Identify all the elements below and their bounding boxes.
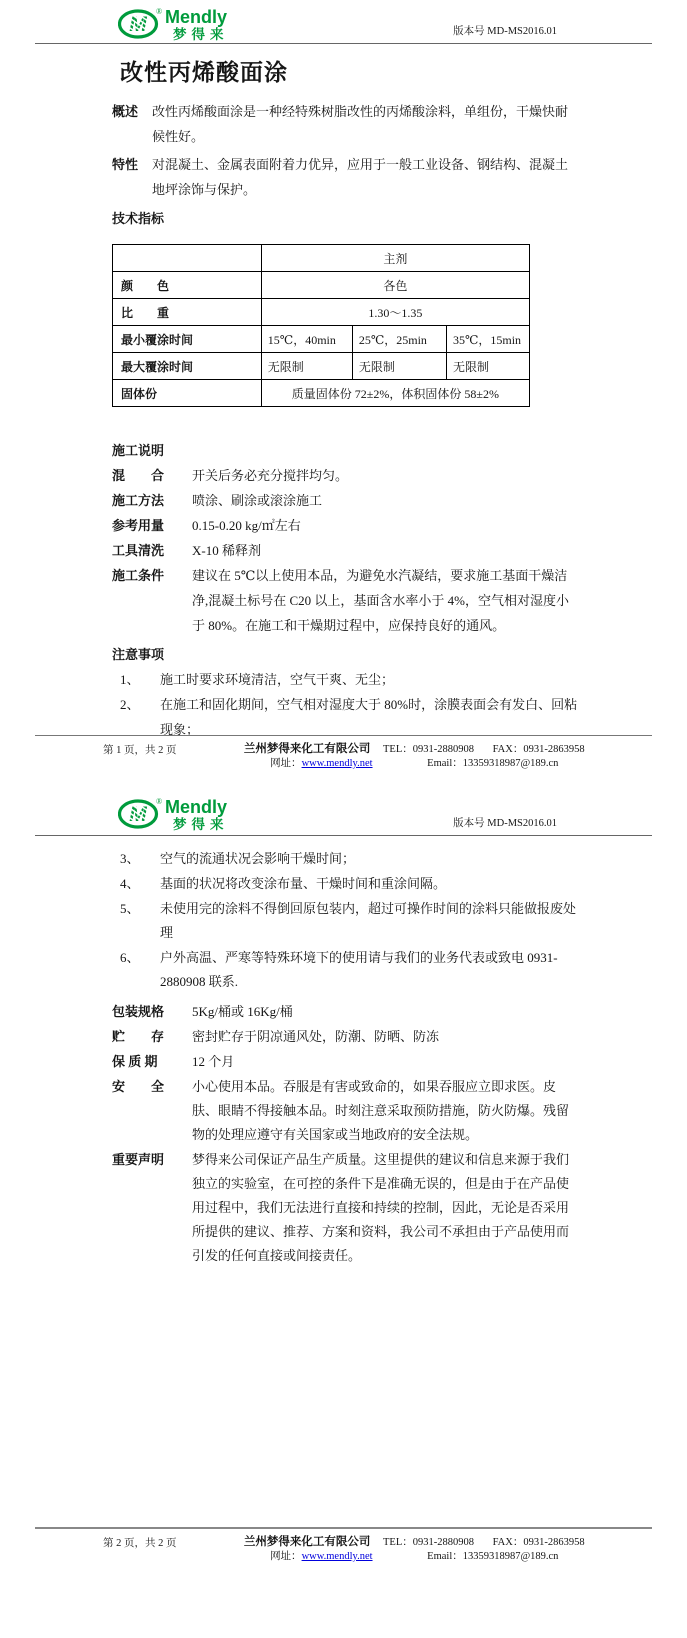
page1-footer: [35, 735, 652, 771]
table-row: [113, 272, 530, 299]
page2-header: [35, 780, 652, 836]
notes-heading: 注意事项: [112, 647, 165, 662]
solids-label-cell: 固体份: [113, 380, 262, 407]
mendly-logo-icon: [118, 794, 268, 832]
note-2-number: 2、: [120, 697, 140, 712]
footer-tel: TEL：0931-2880908: [383, 1537, 474, 1548]
page1-number: 第 1 页，共 2 页: [103, 745, 177, 756]
features-para: [112, 152, 579, 202]
footer-fax: FAX：0931-2863958: [492, 1537, 585, 1548]
company-name: 兰州梦得来化工有限公司: [243, 1536, 371, 1548]
footer-line-1: [177, 742, 653, 757]
shelf-life-label: 保 质 期: [112, 1054, 158, 1069]
packaging-label: 包装规格: [112, 1004, 165, 1019]
page-title: 改性丙烯酸面涂: [120, 59, 288, 85]
spec-item-disclaimer: [112, 1148, 579, 1268]
footer-line-2: [177, 757, 653, 771]
note-5-text: 未使用完的涂料不得倒回原包装内，超过可操作时间的涂料只能做报废处理: [160, 901, 577, 940]
overview-label: 概述: [112, 104, 139, 119]
max-recoat-label-cell: 最大覆涂时间: [113, 353, 262, 380]
brand-logo: [118, 4, 268, 47]
brand-name: Mendly: [165, 7, 228, 27]
packaging-text: 5Kg/桶或 16Kg/桶: [192, 1004, 293, 1019]
registered-mark: ®: [156, 797, 163, 806]
construction-item-conditions: [112, 563, 579, 638]
footer-line-2: [177, 1550, 653, 1564]
storage-text: 密封贮存于阴凉通风处，防潮、防晒、防冻: [192, 1029, 440, 1044]
note-6-number: 6、: [120, 950, 140, 965]
note-item-6: [112, 946, 579, 994]
website-link[interactable]: www.mendly.net: [301, 1551, 373, 1562]
brand-name: Mendly: [165, 797, 228, 817]
construction-item-cleaning: [112, 538, 579, 563]
note-item-3: [112, 847, 579, 871]
logo-m-glyph: M: [129, 13, 147, 36]
color-value-cell: 各色: [261, 272, 529, 299]
conditions-text: 建议在 5℃以上使用本品，为避免水汽凝结，要求施工基面干燥洁净,混凝土标号在 C20 以上，基面含水率小于 4%，空气相对湿度小于 80%。在施工和干燥期过程中，应保持良好的通风。: [192, 568, 570, 633]
shelf-life-text: 12 个月: [192, 1054, 235, 1069]
footer-tel: TEL：0931-2880908: [383, 744, 474, 755]
dosage-label: 参考用量: [112, 518, 165, 533]
footer-email: Email：13359318987@189.cn: [427, 1551, 559, 1562]
note-4-text: 基面的状况将改变涂布量、干燥时间和重涂间隔。: [160, 876, 447, 891]
website-label: 网址：: [270, 758, 302, 769]
construction-item-mixing: [112, 463, 579, 488]
brand-name-cn: 梦得来: [173, 27, 229, 42]
mendly-logo-icon: [118, 4, 268, 42]
table-main-header: 主剂: [261, 245, 529, 272]
tech-table: [112, 244, 530, 407]
method-text: 喷涂、刷涂或滚涂施工: [192, 493, 323, 508]
company-name: 兰州梦得来化工有限公司: [243, 743, 371, 755]
min-recoat-15: 15℃，40min: [261, 326, 352, 353]
footer-company-block: [177, 1535, 653, 1564]
brand-logo: [118, 794, 268, 837]
features-text: 对混凝土、金属表面附着力优异，应用于一般工业设备、钢结构、混凝土地坪涂饰与保护。: [152, 157, 569, 197]
table-row: [113, 380, 530, 407]
cleaning-text: X-10 稀释剂: [192, 543, 261, 558]
table-row: [113, 353, 530, 380]
mixing-text: 开关后务必充分搅拌均匀。: [192, 468, 349, 483]
page-2: [0, 780, 687, 1638]
note-4-number: 4、: [120, 876, 140, 891]
page2-footer: [35, 1527, 652, 1564]
spec-item-safety: [112, 1075, 579, 1147]
table-corner-cell: [113, 245, 262, 272]
note-2-text: 在施工和固化期间，空气相对湿度大于 80%时，涂膜表面会有发白、回粘现象；: [160, 697, 578, 737]
version-label: 版本号 MD-MS2016.01: [453, 818, 557, 829]
spec-item-storage: [112, 1025, 579, 1049]
spec-item-packaging: [112, 1000, 579, 1024]
storage-label: 贮 存: [112, 1029, 165, 1044]
table-row: [113, 326, 530, 353]
page2-content: [112, 847, 579, 1268]
solids-value-cell: 质量固体份 72±2%，体积固体份 58±2%: [261, 380, 529, 407]
specs-section: [112, 1000, 579, 1268]
table-row: [113, 299, 530, 326]
page2-number: 第 2 页，共 2 页: [103, 1538, 177, 1549]
note-1-text: 施工时要求环境清洁，空气干爽、无尘；: [160, 672, 395, 687]
logo-m-glyph: M: [129, 803, 147, 826]
color-label-cell: 颜 色: [113, 272, 262, 299]
spec-item-shelf-life: [112, 1050, 579, 1074]
min-recoat-25: 25℃，25min: [352, 326, 446, 353]
construction-heading: 施工说明: [112, 443, 165, 458]
max-recoat-35: 无限制: [446, 353, 529, 380]
max-recoat-25: 无限制: [352, 353, 446, 380]
construction-item-dosage: [112, 513, 579, 538]
note-3-text: 空气的流通状况会影响干燥时间；: [160, 851, 356, 866]
page1-content: [112, 54, 579, 742]
construction-item-method: [112, 488, 579, 513]
footer-company-block: [177, 742, 653, 771]
max-recoat-15: 无限制: [261, 353, 352, 380]
note-item-1: [112, 667, 579, 692]
page1-header: [35, 0, 652, 44]
page-1: [0, 0, 687, 780]
cleaning-label: 工具清洗: [112, 543, 165, 558]
footer-email: Email：13359318987@189.cn: [427, 758, 559, 769]
overview-para: [112, 99, 579, 149]
dosage-text: 0.15-0.20 kg/㎡左右: [192, 518, 301, 533]
note-1-number: 1、: [120, 672, 140, 687]
tech-heading: 技术指标: [112, 211, 165, 226]
method-label: 施工方法: [112, 493, 165, 508]
min-recoat-35: 35℃，15min: [446, 326, 529, 353]
construction-section: [112, 438, 579, 638]
footer-fax: FAX：0931-2863958: [492, 744, 585, 755]
overview-text: 改性丙烯酸面涂是一种经特殊树脂改性的丙烯酸涂料，单组份，干燥快耐候性好。: [152, 104, 569, 144]
gravity-label-cell: 比 重: [113, 299, 262, 326]
table-row: [113, 245, 530, 272]
min-recoat-label-cell: 最小覆涂时间: [113, 326, 262, 353]
website-label: 网址：: [270, 1551, 302, 1562]
website-link[interactable]: www.mendly.net: [301, 758, 373, 769]
note-6-text: 户外高温、严寒等特殊环境下的使用请与我们的业务代表或致电 0931-2880908 联系.: [160, 950, 558, 989]
footer-line-1: [177, 1535, 653, 1550]
note-3-number: 3、: [120, 851, 140, 866]
brand-name-cn: 梦得来: [173, 817, 229, 832]
features-label: 特性: [112, 157, 139, 172]
gravity-value-cell: 1.30～1.35: [261, 299, 529, 326]
note-item-4: [112, 872, 579, 896]
note-5-number: 5、: [120, 901, 140, 916]
safety-text: 小心使用本品。吞服是有害或致命的，如果吞服应立即求医。皮肤、眼睛不得接触本品。时刻注意采取预防措施，防火防爆。残留物的处理应遵守有关国家或当地政府的安全法规。: [192, 1079, 570, 1142]
disclaimer-label: 重要声明: [112, 1152, 165, 1167]
mixing-label: 混 合: [112, 468, 165, 483]
notes-continued: [112, 847, 579, 994]
registered-mark: ®: [156, 7, 163, 16]
conditions-label: 施工条件: [112, 568, 165, 583]
version-label: 版本号 MD-MS2016.01: [453, 26, 557, 37]
safety-label: 安 全: [112, 1079, 165, 1094]
disclaimer-text: 梦得来公司保证产品生产质量。这里提供的建议和信息来源于我们独立的实验室，在可控的条件下是准确无误的，但是由于在产品使用过程中，我们无法进行直接和持续的控制，因此，无论是否采用所提供的建议、推荐、方案和资料，我公司不承担由于产品使用而引发的任何直接或间接责任。: [192, 1152, 570, 1263]
note-item-5: [112, 897, 579, 945]
